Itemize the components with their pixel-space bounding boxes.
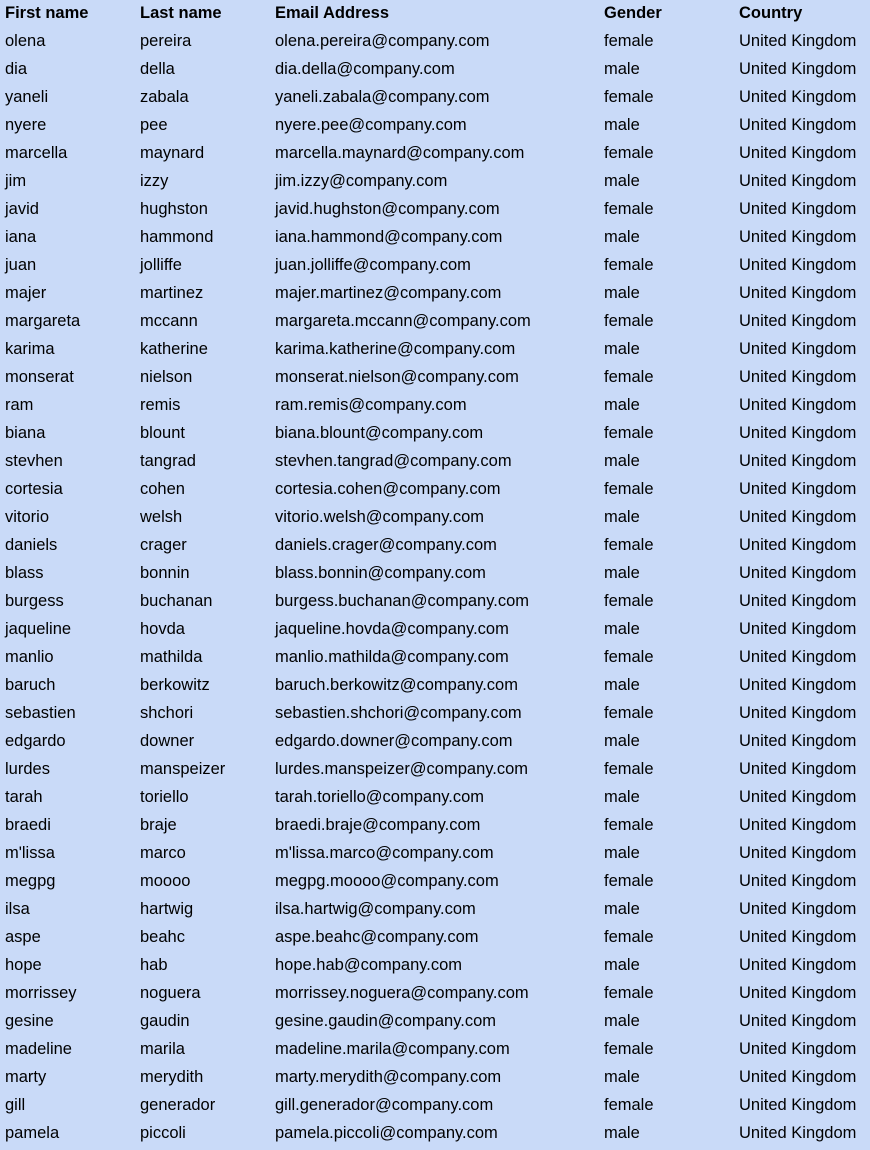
cell-last-name[interactable]: katherine [140, 340, 208, 358]
table-row [0, 223, 870, 251]
cell-gender[interactable]: female [604, 32, 654, 50]
cell-email-address[interactable]: morrissey.noguera@company.com [275, 984, 529, 1002]
table-row [0, 195, 870, 223]
cell-gender[interactable]: female [604, 760, 654, 778]
cell-first-name[interactable]: blass [5, 564, 44, 582]
table-row [0, 335, 870, 363]
cell-last-name[interactable]: mathilda [140, 648, 203, 666]
cell-last-name[interactable]: della [140, 60, 175, 78]
cell-gender[interactable]: female [604, 984, 654, 1002]
cell-first-name[interactable]: braedi [5, 816, 51, 834]
cell-last-name[interactable]: marco [140, 844, 186, 862]
cell-gender[interactable]: male [604, 396, 640, 414]
cell-last-name[interactable]: pereira [140, 32, 192, 50]
cell-gender[interactable]: female [604, 200, 654, 218]
table-row [0, 111, 870, 139]
cell-country[interactable]: United Kingdom [739, 872, 857, 890]
cell-first-name[interactable]: yaneli [5, 88, 49, 106]
cell-email-address[interactable]: karima.katherine@company.com [275, 340, 516, 358]
cell-gender[interactable]: male [604, 900, 640, 918]
header-last-name[interactable]: Last name [140, 4, 222, 22]
cell-country[interactable]: United Kingdom [739, 1096, 857, 1114]
cell-gender[interactable]: male [604, 60, 640, 78]
cell-first-name[interactable]: iana [5, 228, 37, 246]
cell-gender[interactable]: male [604, 564, 640, 582]
table-row [0, 447, 870, 475]
cell-last-name[interactable]: generador [140, 1096, 216, 1114]
cell-email-address[interactable]: m'lissa.marco@company.com [275, 844, 494, 862]
cell-email-address[interactable]: ilsa.hartwig@company.com [275, 900, 476, 918]
cell-country[interactable]: United Kingdom [739, 424, 857, 442]
cell-country[interactable]: United Kingdom [739, 592, 857, 610]
cell-first-name[interactable]: karima [5, 340, 55, 358]
cell-email-address[interactable]: burgess.buchanan@company.com [275, 592, 530, 610]
cell-first-name[interactable]: megpg [5, 872, 56, 890]
cell-email-address[interactable]: tarah.toriello@company.com [275, 788, 485, 806]
cell-gender[interactable]: male [604, 676, 640, 694]
cell-last-name[interactable]: remis [140, 396, 181, 414]
cell-email-address[interactable]: monserat.nielson@company.com [275, 368, 519, 386]
cell-country[interactable]: United Kingdom [739, 368, 857, 386]
cell-country[interactable]: United Kingdom [739, 312, 857, 330]
cell-country[interactable]: United Kingdom [739, 284, 857, 302]
table-row [0, 951, 870, 979]
cell-last-name[interactable]: cohen [140, 480, 185, 498]
table-row [0, 727, 870, 755]
cell-first-name[interactable]: juan [5, 256, 37, 274]
cell-first-name[interactable]: biana [5, 424, 46, 442]
cell-first-name[interactable]: gill [5, 1096, 26, 1114]
cell-email-address[interactable]: madeline.marila@company.com [275, 1040, 510, 1058]
cell-gender[interactable]: female [604, 704, 654, 722]
cell-country[interactable]: United Kingdom [739, 200, 857, 218]
cell-last-name[interactable]: moooo [140, 872, 191, 890]
cell-gender[interactable]: male [604, 1124, 640, 1142]
cell-last-name[interactable]: hovda [140, 620, 185, 638]
table-row [0, 531, 870, 559]
cell-country[interactable]: United Kingdom [739, 676, 857, 694]
table-row [0, 139, 870, 167]
cell-country[interactable]: United Kingdom [739, 788, 857, 806]
cell-gender[interactable]: male [604, 620, 640, 638]
cell-email-address[interactable]: pamela.piccoli@company.com [275, 1124, 498, 1142]
cell-email-address[interactable]: blass.bonnin@company.com [275, 564, 486, 582]
cell-first-name[interactable]: jim [5, 172, 27, 190]
cell-last-name[interactable]: shchori [140, 704, 194, 722]
table-row [0, 671, 870, 699]
cell-email-address[interactable]: majer.martinez@company.com [275, 284, 502, 302]
cell-first-name[interactable]: vitorio [5, 508, 50, 526]
cell-gender[interactable]: male [604, 116, 640, 134]
table-body [0, 27, 870, 1147]
cell-country[interactable]: United Kingdom [739, 228, 857, 246]
cell-gender[interactable]: male [604, 732, 640, 750]
cell-email-address[interactable]: hope.hab@company.com [275, 956, 463, 974]
cell-email-address[interactable]: juan.jolliffe@company.com [275, 256, 471, 274]
cell-last-name[interactable]: nielson [140, 368, 193, 386]
cell-gender[interactable]: female [604, 368, 654, 386]
cell-last-name[interactable]: berkowitz [140, 676, 210, 694]
table-row [0, 307, 870, 335]
cell-last-name[interactable]: hab [140, 956, 168, 974]
cell-first-name[interactable]: stevhen [5, 452, 63, 470]
cell-last-name[interactable]: hartwig [140, 900, 194, 918]
table-row [0, 559, 870, 587]
cell-first-name[interactable]: baruch [5, 676, 56, 694]
cell-email-address[interactable]: megpg.moooo@company.com [275, 872, 499, 890]
table-row [0, 895, 870, 923]
table-row [0, 923, 870, 951]
cell-gender[interactable]: female [604, 256, 654, 274]
cell-first-name[interactable]: madeline [5, 1040, 72, 1058]
table-row [0, 419, 870, 447]
cell-country[interactable]: United Kingdom [739, 928, 857, 946]
cell-gender[interactable]: female [604, 1096, 654, 1114]
cell-last-name[interactable]: marila [140, 1040, 185, 1058]
cell-country[interactable]: United Kingdom [739, 172, 857, 190]
cell-first-name[interactable]: hope [5, 956, 42, 974]
cell-last-name[interactable]: zabala [140, 88, 189, 106]
cell-email-address[interactable]: ram.remis@company.com [275, 396, 467, 414]
table-row [0, 1035, 870, 1063]
cell-gender[interactable]: female [604, 424, 654, 442]
cell-first-name[interactable]: pamela [5, 1124, 60, 1142]
cell-country[interactable]: United Kingdom [739, 900, 857, 918]
cell-first-name[interactable]: marcella [5, 144, 68, 162]
cell-last-name[interactable]: maynard [140, 144, 205, 162]
cell-country[interactable]: United Kingdom [739, 32, 857, 50]
cell-email-address[interactable]: edgardo.downer@company.com [275, 732, 513, 750]
cell-country[interactable]: United Kingdom [739, 844, 857, 862]
table-row [0, 755, 870, 783]
cell-email-address[interactable]: iana.hammond@company.com [275, 228, 503, 246]
cell-country[interactable]: United Kingdom [739, 984, 857, 1002]
cell-first-name[interactable]: manlio [5, 648, 54, 666]
cell-gender[interactable]: female [604, 312, 654, 330]
table-row [0, 83, 870, 111]
cell-country[interactable]: United Kingdom [739, 816, 857, 834]
cell-country[interactable]: United Kingdom [739, 452, 857, 470]
cell-last-name[interactable]: toriello [140, 788, 189, 806]
cell-last-name[interactable]: izzy [140, 172, 169, 190]
cell-gender[interactable]: female [604, 648, 654, 666]
cell-last-name[interactable]: martinez [140, 284, 204, 302]
cell-gender[interactable]: female [604, 592, 654, 610]
table-row [0, 279, 870, 307]
cell-country[interactable]: United Kingdom [739, 536, 857, 554]
cell-last-name[interactable]: piccoli [140, 1124, 186, 1142]
cell-email-address[interactable]: vitorio.welsh@company.com [275, 508, 485, 526]
cell-gender[interactable]: male [604, 452, 640, 470]
cell-gender[interactable]: female [604, 480, 654, 498]
cell-email-address[interactable]: jaqueline.hovda@company.com [275, 620, 509, 638]
cell-email-address[interactable]: jim.izzy@company.com [275, 172, 448, 190]
cell-last-name[interactable]: beahc [140, 928, 185, 946]
cell-email-address[interactable]: dia.della@company.com [275, 60, 455, 78]
table-row [0, 503, 870, 531]
cell-country[interactable]: United Kingdom [739, 732, 857, 750]
cell-first-name[interactable]: burgess [5, 592, 64, 610]
header-gender[interactable]: Gender [604, 4, 662, 22]
cell-email-address[interactable]: nyere.pee@company.com [275, 116, 467, 134]
cell-country[interactable]: United Kingdom [739, 480, 857, 498]
table-row [0, 839, 870, 867]
cell-email-address[interactable]: marcella.maynard@company.com [275, 144, 525, 162]
cell-last-name[interactable]: welsh [140, 508, 183, 526]
cell-country[interactable]: United Kingdom [739, 144, 857, 162]
cell-first-name[interactable]: jaqueline [5, 620, 72, 638]
header-country[interactable]: Country [739, 4, 803, 22]
cell-last-name[interactable]: bonnin [140, 564, 190, 582]
table-row [0, 979, 870, 1007]
cell-email-address[interactable]: yaneli.zabala@company.com [275, 88, 490, 106]
cell-first-name[interactable]: m'lissa [5, 844, 55, 862]
cell-gender[interactable]: male [604, 788, 640, 806]
cell-first-name[interactable]: monserat [5, 368, 74, 386]
cell-country[interactable]: United Kingdom [739, 704, 857, 722]
cell-email-address[interactable]: stevhen.tangrad@company.com [275, 452, 512, 470]
cell-first-name[interactable]: aspe [5, 928, 41, 946]
table-row [0, 643, 870, 671]
table-header [0, 0, 870, 27]
cell-gender[interactable]: male [604, 340, 640, 358]
cell-email-address[interactable]: javid.hughston@company.com [275, 200, 500, 218]
cell-email-address[interactable]: baruch.berkowitz@company.com [275, 676, 518, 694]
cell-gender[interactable]: male [604, 284, 640, 302]
cell-email-address[interactable]: olena.pereira@company.com [275, 32, 490, 50]
cell-last-name[interactable]: crager [140, 536, 187, 554]
cell-first-name[interactable]: margareta [5, 312, 81, 330]
cell-first-name[interactable]: daniels [5, 536, 58, 554]
cell-country[interactable]: United Kingdom [739, 1124, 857, 1142]
cell-last-name[interactable]: manspeizer [140, 760, 226, 778]
cell-country[interactable]: United Kingdom [739, 340, 857, 358]
table-row [0, 587, 870, 615]
cell-email-address[interactable]: aspe.beahc@company.com [275, 928, 479, 946]
table-row [0, 615, 870, 643]
cell-country[interactable]: United Kingdom [739, 256, 857, 274]
cell-country[interactable]: United Kingdom [739, 508, 857, 526]
header-row [0, 0, 870, 27]
cell-first-name[interactable]: marty [5, 1068, 47, 1086]
table-row [0, 699, 870, 727]
cell-country[interactable]: United Kingdom [739, 60, 857, 78]
cell-gender[interactable]: male [604, 1068, 640, 1086]
cell-last-name[interactable]: buchanan [140, 592, 213, 610]
header-email-address[interactable]: Email Address [275, 4, 390, 22]
cell-last-name[interactable]: blount [140, 424, 185, 442]
table-row [0, 27, 870, 55]
cell-country[interactable]: United Kingdom [739, 760, 857, 778]
cell-gender[interactable]: female [604, 816, 654, 834]
cell-first-name[interactable]: javid [5, 200, 39, 218]
cell-first-name[interactable]: edgardo [5, 732, 66, 750]
cell-first-name[interactable]: ram [5, 396, 34, 414]
cell-gender[interactable]: female [604, 536, 654, 554]
cell-gender[interactable]: male [604, 1012, 640, 1030]
cell-first-name[interactable]: nyere [5, 116, 47, 134]
cell-email-address[interactable]: daniels.crager@company.com [275, 536, 497, 554]
cell-country[interactable]: United Kingdom [739, 1068, 857, 1086]
cell-gender[interactable]: male [604, 228, 640, 246]
table-row [0, 1063, 870, 1091]
table-row [0, 391, 870, 419]
cell-gender[interactable]: female [604, 144, 654, 162]
table-row [0, 475, 870, 503]
cell-country[interactable]: United Kingdom [739, 396, 857, 414]
cell-first-name[interactable]: lurdes [5, 760, 50, 778]
table-row [0, 55, 870, 83]
table-row [0, 1119, 870, 1147]
cell-gender[interactable]: female [604, 872, 654, 890]
cell-last-name[interactable]: pee [140, 116, 168, 134]
cell-gender[interactable]: male [604, 172, 640, 190]
cell-last-name[interactable]: merydith [140, 1068, 204, 1086]
table-row [0, 1007, 870, 1035]
cell-first-name[interactable]: cortesia [5, 480, 63, 498]
cell-country[interactable]: United Kingdom [739, 88, 857, 106]
cell-first-name[interactable]: tarah [5, 788, 43, 806]
table-row [0, 167, 870, 195]
cell-country[interactable]: United Kingdom [739, 116, 857, 134]
cell-first-name[interactable]: ilsa [5, 900, 30, 918]
cell-last-name[interactable]: noguera [140, 984, 201, 1002]
table-row [0, 867, 870, 895]
cell-email-address[interactable]: margareta.mccann@company.com [275, 312, 531, 330]
cell-first-name[interactable]: gesine [5, 1012, 54, 1030]
cell-last-name[interactable]: jolliffe [140, 256, 182, 274]
cell-first-name[interactable]: olena [5, 32, 46, 50]
cell-email-address[interactable]: manlio.mathilda@company.com [275, 648, 509, 666]
cell-gender[interactable]: female [604, 1040, 654, 1058]
table-row [0, 363, 870, 391]
cell-email-address[interactable]: gill.generador@company.com [275, 1096, 494, 1114]
cell-email-address[interactable]: marty.merydith@company.com [275, 1068, 502, 1086]
cell-email-address[interactable]: braedi.braje@company.com [275, 816, 481, 834]
cell-country[interactable]: United Kingdom [739, 956, 857, 974]
cell-country[interactable]: United Kingdom [739, 620, 857, 638]
cell-first-name[interactable]: majer [5, 284, 47, 302]
cell-gender[interactable]: male [604, 956, 640, 974]
cell-first-name[interactable]: dia [5, 60, 28, 78]
cell-country[interactable]: United Kingdom [739, 1012, 857, 1030]
cell-last-name[interactable]: mccann [140, 312, 198, 330]
cell-country[interactable]: United Kingdom [739, 648, 857, 666]
table-row [0, 783, 870, 811]
cell-gender[interactable]: female [604, 88, 654, 106]
cell-email-address[interactable]: gesine.gaudin@company.com [275, 1012, 496, 1030]
cell-last-name[interactable]: braje [140, 816, 177, 834]
cell-email-address[interactable]: lurdes.manspeizer@company.com [275, 760, 529, 778]
table-row [0, 811, 870, 839]
cell-country[interactable]: United Kingdom [739, 1040, 857, 1058]
cell-last-name[interactable]: hammond [140, 228, 214, 246]
table-row [0, 251, 870, 279]
cell-email-address[interactable]: sebastien.shchori@company.com [275, 704, 522, 722]
cell-first-name[interactable]: sebastien [5, 704, 76, 722]
cell-last-name[interactable]: tangrad [140, 452, 196, 470]
cell-last-name[interactable]: gaudin [140, 1012, 190, 1030]
cell-gender[interactable]: female [604, 928, 654, 946]
cell-email-address[interactable]: biana.blount@company.com [275, 424, 484, 442]
cell-email-address[interactable]: cortesia.cohen@company.com [275, 480, 501, 498]
table-row [0, 1091, 870, 1119]
cell-last-name[interactable]: hughston [140, 200, 208, 218]
cell-first-name[interactable]: morrissey [5, 984, 77, 1002]
header-first-name[interactable]: First name [5, 4, 89, 22]
cell-gender[interactable]: male [604, 508, 640, 526]
cell-gender[interactable]: male [604, 844, 640, 862]
cell-country[interactable]: United Kingdom [739, 564, 857, 582]
cell-last-name[interactable]: downer [140, 732, 195, 750]
